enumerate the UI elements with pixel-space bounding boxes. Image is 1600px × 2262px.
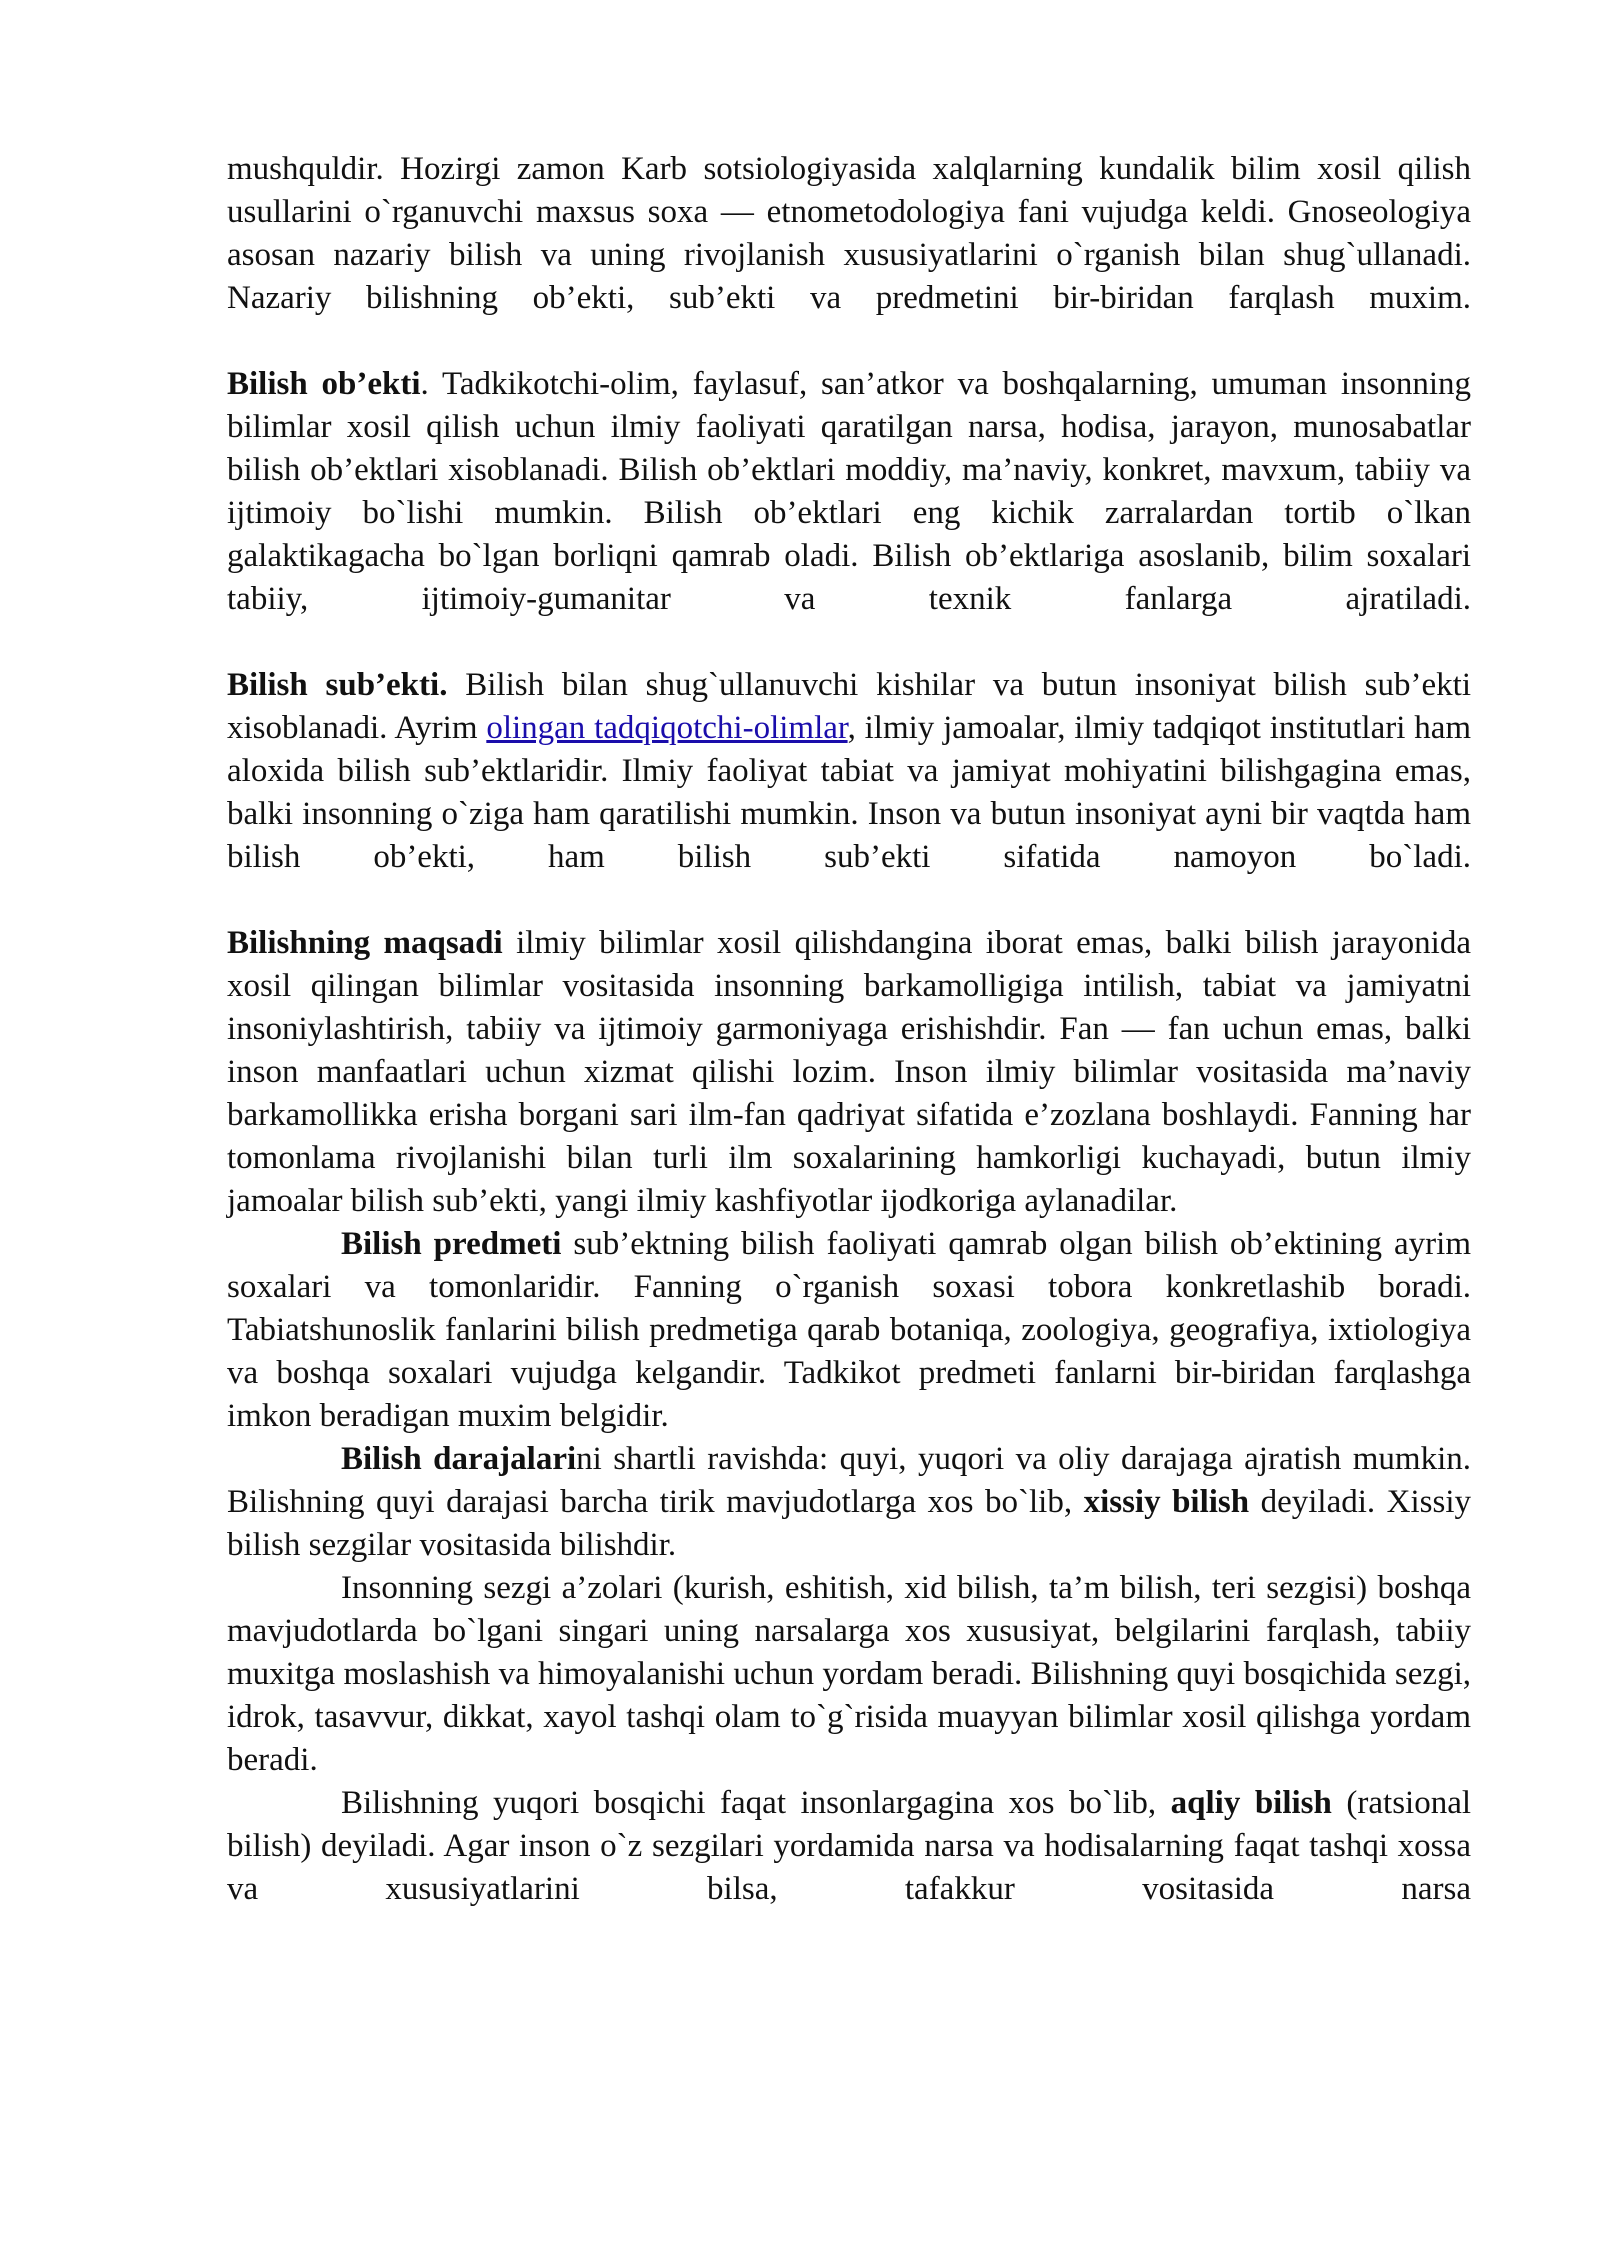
- paragraph-aqliy-text-before: Bilishning yuqori bosqichi faqat insonlargagina xos bo`lib,: [341, 1785, 1171, 1821]
- term-aqliy-bilish: aqliy bilish: [1170, 1785, 1332, 1821]
- paragraph-aqliy-text-after: (ratsional bilish) deyiladi. Agar inson o`z sezgilari yordamida narsa va hodisalarning faqat tashqi xossa va xususiyatlarini bilsa, tafakkur vositasida narsa: [227, 1785, 1472, 1907]
- paragraph-gap: [227, 879, 1471, 922]
- heading-bilish-darajalari: Bilish darajalari: [341, 1441, 577, 1477]
- paragraph-bilish-predmeti: [227, 1223, 1471, 1438]
- paragraph-bilish-darajalari-text-before: ni shartli ravishda: quyi, yuqori va oliy darajaga ajratish mumkin. Bilishning quyi darajasi barcha tirik mavjudotlarga xos bo`lib,: [227, 1441, 1471, 1520]
- heading-bilish-maqsadi: Bilishning maqsadi: [227, 925, 503, 961]
- heading-bilish-obekti: Bilish ob’ekti: [227, 366, 421, 402]
- paragraph-bilish-subekti: [227, 664, 1471, 879]
- document-page: [227, 148, 1471, 1911]
- paragraph-bilish-maqsadi: [227, 922, 1471, 1223]
- paragraph-bilish-subekti-text-after: , ilmiy jamoalar, ilmiy tadqiqot institutlari ham aloxida bilish sub’ektlaridir. Ilmiy faoliyat tabiat va jamiyat mohiyatini bilishgagina emas, balki insonning o`ziga ham qaratilishi mumkin. Inson va butun insoniyat ayni bir vaqtda ham bilish ob’ekti, ham bilish sub’ekti sifatida namoyon bo`ladi.: [227, 710, 1472, 875]
- paragraph-intro: [227, 148, 1471, 320]
- paragraph-bilish-predmeti-text: sub’ektning bilish faoliyati qamrab olgan bilish ob’ektining ayrim soxalari va tomonlaridir. Fanning o`rganish soxasi tobora konkretlashib boradi. Tabiatshunoslik fanlarini bilish predmetiga qarab botaniqa, zoologiya, geografiya, ixtiologiya va boshqa soxalari vujudga kelgandir. Tadkikot predmeti fanlarni bir-biridan farqlashga imkon beradigan muxim belgidir.: [227, 1226, 1471, 1434]
- paragraph-bilish-obekti: [227, 363, 1471, 621]
- paragraph-gap: [227, 320, 1471, 363]
- paragraph-intro-text: mushquldir. Hozirgi zamon Karb sotsiologiyasida xalqlarning kundalik bilim xosil qilish usullarini o`rganuvchi maxsus soxa — etnometodologiya fani vujudga keldi. Gnoseologiya asosan nazariy bilish va uning rivojlanish xususiyatlarini o`rganish bilan shug`ullanadi. Nazariy bilishning ob’ekti, sub’ekti va predmetini bir-biridan farqlash muxim.: [227, 151, 1471, 316]
- paragraph-bilish-maqsadi-text: ilmiy bilimlar xosil qilishdangina iborat emas, balki bilish jarayonida xosil qilingan bilimlar vositasida insonning barkamolligiga intilish, tabiat va jamiyatni insoniylashtirish, tabiiy va ijtimoiy garmoniyaga erishishdir. Fan — fan uchun emas, balki inson manfaatlari uchun xizmat qilishi lozim. Inson ilmiy bilimlar vositasida ma’naviy barkamollikka erisha borgani sari ilm-fan qadriyat sifatida e’zozlana boshlaydi. Fanning har tomonlama rivojlanishi bilan turli ilm soxalarining hamkorligi kuchayadi, butun ilmiy jamoalar bilish sub’ekti, yangi ilmiy kashfiyotlar ijodkoriga aylanadilar.: [227, 925, 1471, 1219]
- paragraph-bilish-darajalari: [227, 1438, 1471, 1567]
- paragraph-bilish-subekti-text-before: Bilish bilan shug`ullanuvchi kishilar va butun insoniyat bilish sub’ekti xisoblanadi. Ayrim: [227, 667, 1471, 746]
- paragraph-sezgi: [227, 1567, 1471, 1782]
- link-tadqiqotchi-olimlar[interactable]: olingan tadqiqotchi-olimlar: [486, 710, 848, 746]
- paragraph-gap: [227, 621, 1471, 664]
- paragraph-aqliy-bilish: [227, 1782, 1471, 1911]
- paragraph-bilish-darajalari-text-after: deyiladi. Xissiy bilish sezgilar vositasida bilishdir.: [227, 1484, 1472, 1563]
- paragraph-bilish-obekti-text: . Tadkikotchi-olim, faylasuf, san’atkor va boshqalarning, umuman insonning bilimlar xosil qilish uchun ilmiy faoliyati qaratilgan narsa, hodisa, jarayon, munosabatlar bilish ob’ektlari xisoblanadi. Bilish ob’ektlari moddiy, ma’naviy, konkret, mavxum, tabiiy va ijtimoiy bo`lishi mumkin. Bilish ob’ektlari eng kichik zarralardan tortib o`lkan galaktikagacha bo`lgan borliqni qamrab oladi. Bilish ob’ektlariga asoslanib, bilim soxalari tabiiy, ijtimoiy-gumanitar va texnik fanlarga ajratiladi.: [227, 366, 1471, 617]
- heading-bilish-predmeti: Bilish predmeti: [341, 1226, 562, 1262]
- term-xissiy-bilish: xissiy bilish: [1083, 1484, 1250, 1520]
- heading-bilish-subekti: Bilish sub’ekti.: [227, 667, 448, 703]
- paragraph-sezgi-text: Insonning sezgi a’zolari (kurish, eshitish, xid bilish, ta’m bilish, teri sezgisi) boshqa mavjudotlarda bo`lgani singari uning narsalarga xos xususiyat, belgilarini farqlash, tabiiy muxitga moslashish va himoyalanishi uchun yordam beradi. Bilishning quyi bosqichida sezgi, idrok, tasavvur, dikkat, xayol tashqi olam to`g`risida muayyan bilimlar xosil qilishga yordam beradi.: [227, 1570, 1471, 1778]
